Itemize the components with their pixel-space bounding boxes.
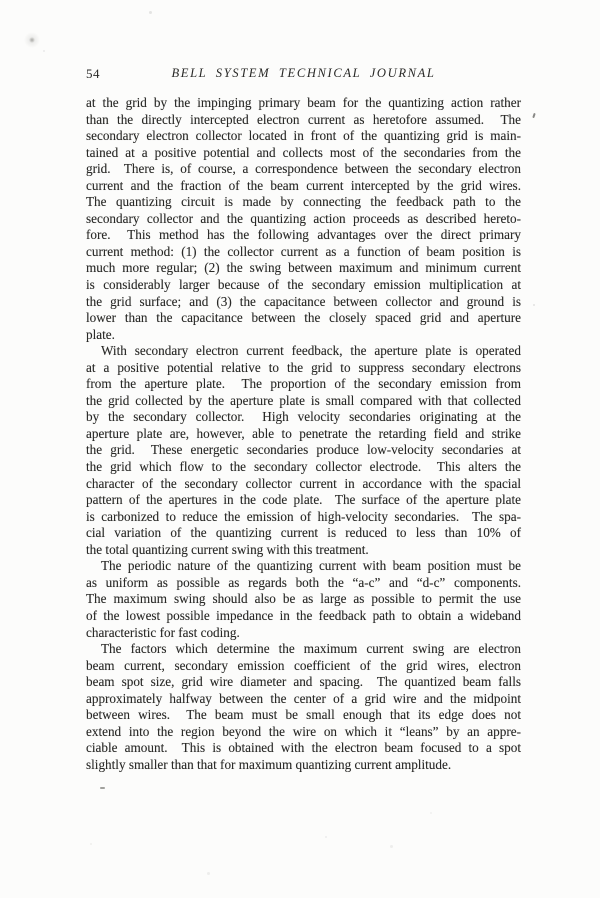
- text-line: secondary collector and the quantizing action proceeds as described hereto-: [86, 210, 521, 226]
- text-line: beam spot size, grid wire diameter and spacing. The quantized beam falls: [86, 674, 521, 690]
- text-line: is carbonized to reduce the emission of high-velocity secondaries. The spa-: [86, 508, 521, 524]
- text-line: from the aperture plate. The proportion of the secondary emission from: [86, 376, 521, 392]
- text-line: as uniform as possible as regards both the “a-c” and “d-c” components.: [86, 574, 521, 590]
- text-line: The periodic nature of the quantizing current with beam position must be: [101, 558, 521, 574]
- text-line: at the grid by the impinging primary beam for the quantizing action rather: [86, 95, 521, 110]
- journal-title: BELL SYSTEM TECHNICAL JOURNAL: [171, 66, 436, 80]
- text-line: of the lowest possible impedance in the feedback path to obtain a wideband: [86, 607, 521, 623]
- scan-speck: [90, 843, 92, 845]
- page-number: 54: [86, 66, 100, 81]
- text-line: characteristic for fast coding.: [86, 624, 240, 640]
- text-line: much more regular; (2) the swing between maximum and minimum current: [86, 260, 521, 276]
- text-line: is considerably larger because of the secondary emission multiplication at: [86, 277, 521, 293]
- text-line: the grid which flow to the secondary collector electrode. This alters the: [86, 459, 521, 475]
- scan-tick: [532, 113, 535, 118]
- text-line: The maximum swing should also be as large as possible to permit the use: [86, 591, 521, 607]
- paragraph: [86, 95, 521, 343]
- text-line: ciable amount. This is obtained with the electron beam focused to a spot: [86, 740, 521, 756]
- text-line: plate.: [86, 326, 115, 342]
- paragraph: [86, 641, 521, 773]
- scan-speck: [325, 836, 327, 838]
- text-line: the total quantizing current swing with this treatment.: [86, 541, 369, 557]
- text-line: secondary electron collector located in front of the quantizing grid is main-: [86, 128, 521, 144]
- text-line: With secondary electron current feedback, the aperture plate is operated: [101, 343, 521, 359]
- text-line: pattern of the apertures in the code plate. The surface of the aperture plate: [86, 492, 521, 508]
- text-line: the grid surface; and (3) the capacitance between collector and ground is: [86, 293, 521, 309]
- text-line: lower than the capacitance between the closely spaced grid and aperture: [86, 310, 521, 326]
- text-line: beam current, secondary emission coefficient of the grid wires, electron: [86, 657, 521, 673]
- text-line: character of the secondary collector current in accordance with the spacial: [86, 475, 521, 491]
- text-line: current and the fraction of the beam current intercepted by the grid wires.: [86, 177, 521, 193]
- scan-speck: [466, 497, 468, 499]
- scan-speck: [430, 812, 432, 814]
- text-line: fore. This method has the following advantages over the direct primary: [86, 227, 521, 243]
- scan-speck: [149, 11, 152, 14]
- scan-dash: [100, 787, 105, 789]
- text-line: approximately halfway between the center of a grid wire and the midpoint: [86, 690, 521, 706]
- scan-speck: [43, 50, 45, 52]
- text-line: slightly smaller than that for maximum quantizing current amplitude.: [86, 756, 452, 772]
- text-line: than the directly intercepted electron current as heretofore assumed. The: [86, 111, 521, 127]
- scan-smudge: [24, 32, 40, 48]
- text-line: at a positive potential relative to the grid to suppress secondary electrons: [86, 359, 521, 375]
- text-line: by the secondary collector. High velocity secondaries originating at the: [86, 409, 521, 425]
- scan-speck: [207, 872, 210, 875]
- paragraph: [86, 343, 521, 558]
- paragraph: [86, 558, 521, 641]
- text-line: extend into the region beyond the wire on which it “leans” by an appre-: [86, 723, 521, 739]
- text-line: grid. There is, of course, a correspondence between the secondary electron: [86, 161, 521, 177]
- text-line: current method: (1) the collector current as a function of beam position is: [86, 243, 521, 259]
- text-line: The factors which determine the maximum current swing are electron: [101, 641, 521, 657]
- text-line: tained at a positive potential and collects most of the secondaries from the: [86, 144, 521, 160]
- text-line: The quantizing circuit is made by connecting the feedback path to the: [86, 194, 521, 210]
- text-line: the grid. These energetic secondaries produce low-velocity secondaries at: [86, 442, 521, 458]
- scan-speck: [533, 304, 535, 306]
- scan-speck: [390, 845, 393, 848]
- running-head: [86, 66, 521, 82]
- text-line: between wires. The beam must be small enough that its edge does not: [86, 707, 521, 723]
- text-line: aperture plate are, however, able to penetrate the retarding field and strike: [86, 425, 521, 441]
- text-line: cial variation of the quantizing current is reduced to less than 10% of: [86, 525, 521, 541]
- text-line: the grid collected by the aperture plate is small compared with that collected: [86, 392, 521, 408]
- page-body: [86, 95, 521, 773]
